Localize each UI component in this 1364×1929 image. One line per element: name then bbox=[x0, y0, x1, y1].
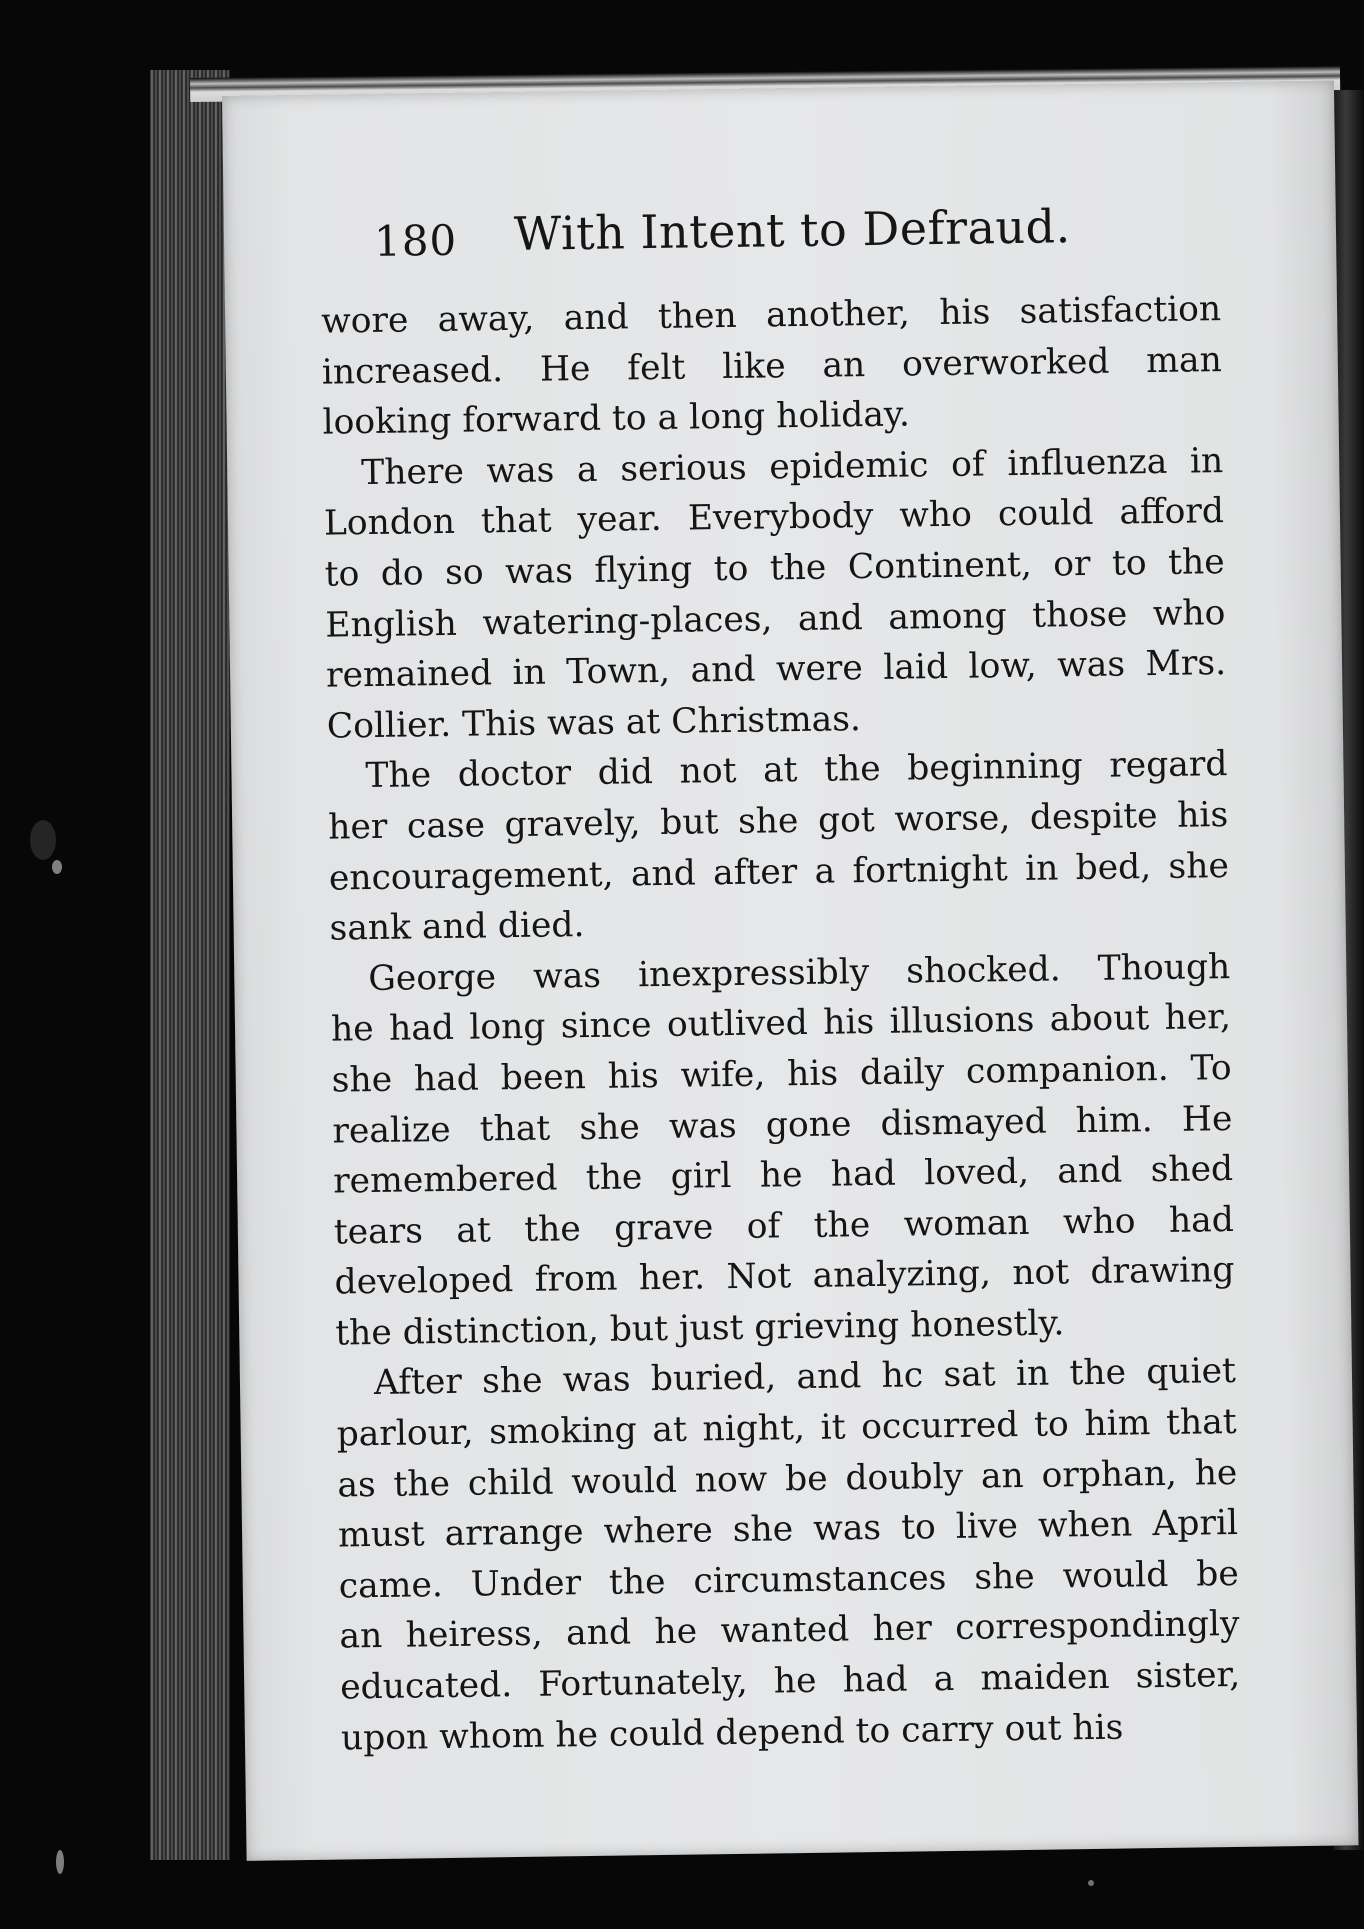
text-line: looking forward to a long holiday. bbox=[322, 394, 911, 443]
text-line: educated. Fortunately, he had a maiden sister, bbox=[339, 1654, 1241, 1708]
book-page bbox=[222, 80, 1359, 1860]
paragraph bbox=[323, 436, 1227, 752]
text-line: upon whom he could depend to carry out his bbox=[340, 1707, 1124, 1759]
text-line: her case gravely, but she got worse, despite his bbox=[327, 794, 1229, 848]
text-line: parlour, smoking at night, it occurred to him that bbox=[336, 1402, 1237, 1455]
text-line: an heiress, and he wanted her correspondingly bbox=[339, 1604, 1240, 1657]
text-line: sank and died. bbox=[329, 905, 585, 949]
text-line: The doctor did not at the beginning regard bbox=[365, 744, 1228, 797]
dust-speck bbox=[56, 1850, 64, 1874]
page-edges bbox=[150, 70, 230, 1860]
text-line: wore away, and then another, his satisfaction bbox=[320, 289, 1222, 342]
text-line: to do so was flying to the Continent, or to the bbox=[324, 542, 1225, 595]
text-line: increased. He felt like an overworked man bbox=[321, 339, 1223, 393]
body-text bbox=[321, 284, 1241, 1764]
paragraph bbox=[330, 942, 1236, 1359]
text-line: the distinction, but just grieving honestly. bbox=[335, 1303, 1065, 1354]
running-title: With Intent to Defraud. bbox=[513, 199, 1071, 261]
text-line: remained in Town, and were laid low, was Mrs. bbox=[325, 643, 1227, 696]
text-line: encouragement, and after a fortnight in bed, she bbox=[328, 845, 1230, 899]
dust-speck bbox=[30, 820, 56, 860]
text-line: came. Under the circumstances she would be bbox=[338, 1553, 1240, 1607]
text-line: realize that she was gone dismayed him. He bbox=[332, 1098, 1233, 1152]
text-line: must arrange where she was to live when April bbox=[337, 1503, 1239, 1556]
running-header bbox=[374, 196, 1275, 279]
text-line: remembered the girl he had loved, and shed bbox=[332, 1149, 1234, 1202]
text-line: George was inexpressibly shocked. Though bbox=[368, 946, 1231, 999]
text-line: she had been his wife, his daily companion. To bbox=[331, 1047, 1232, 1101]
text-line: London that year. Everybody who could afford bbox=[323, 491, 1225, 544]
paragraph bbox=[321, 284, 1223, 448]
text-line: After she was buried, and hc sat in the quiet bbox=[373, 1351, 1237, 1404]
text-line: developed from her. Not analyzing, not drawing bbox=[334, 1250, 1235, 1303]
text-line: as the child would now be doubly an orphan, he bbox=[337, 1452, 1238, 1506]
text-line: tears at the grave of the woman who had bbox=[333, 1199, 1235, 1253]
paragraph bbox=[327, 739, 1230, 954]
text-line: There was a serious epidemic of influenza in bbox=[360, 440, 1224, 493]
text-line: English watering-places, and among those who bbox=[325, 592, 1226, 646]
text-line: Collier. This was at Christmas. bbox=[326, 698, 862, 747]
dust-speck bbox=[1088, 1880, 1094, 1886]
page-number: 180 bbox=[373, 215, 458, 266]
paragraph bbox=[336, 1346, 1242, 1763]
text-line: he had long since outlived his illusions about her, bbox=[330, 997, 1232, 1050]
dust-speck bbox=[52, 860, 62, 874]
